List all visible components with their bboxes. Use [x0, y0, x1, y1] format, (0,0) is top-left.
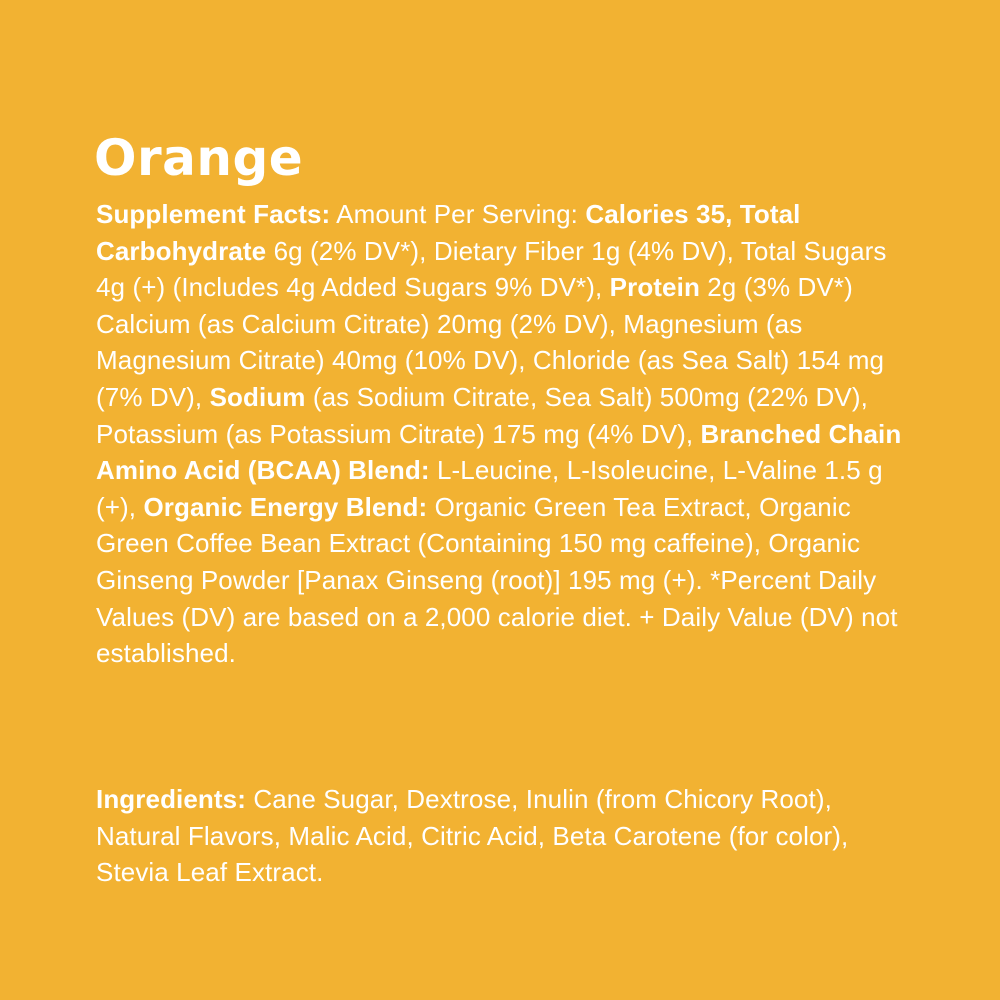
supplement-facts-text-6: Organic Green Tea Extract, Organic Green Coffee Bean Extract (Containing 150 mg caffeine), Organic Ginseng Powder [Panax Ginseng (root)] 195 mg (+). *Percent Daily Values (DV) are based on a 2,000 calorie diet. + Daily Value (DV) not established. [96, 491, 898, 669]
supplement-facts-text-2: 6g (2% DV*), Dietary Fiber 1g (4% DV), Total Sugars 4g (+) (Includes 4g Added Sugars 9% DV*), [96, 235, 887, 303]
supplement-facts-heading: Supplement Facts: [96, 199, 331, 229]
protein-label: Protein [609, 272, 700, 303]
supplement-facts-paragraph [96, 196, 906, 672]
flavor-title: Orange [94, 129, 304, 187]
ingredients-heading: Ingredients: [96, 784, 246, 814]
supplement-facts-text-1: Amount Per Serving: [330, 199, 586, 229]
ingredients-paragraph [96, 781, 906, 891]
supplement-facts-text-4: (as Sodium Citrate, Sea Salt) 500mg (22% DV), Potassium (as Potassium Citrate) 175 mg (4% DV), [96, 381, 868, 449]
bcaa-blend-label: Branched Chain Amino Acid (BCAA) Blend: [96, 418, 902, 486]
organic-energy-blend-label: Organic Energy Blend: [143, 491, 428, 522]
supplement-facts-text-3: 2g (3% DV*) Calcium (as Calcium Citrate) 20mg (2% DV), Magnesium (as Magnesium Citrate) 40mg (10% DV), Chloride (as Sea Salt) 154 mg (7% DV), [96, 272, 885, 412]
ingredients-text: Cane Sugar, Dextrose, Inulin (from Chicory Root), Natural Flavors, Malic Acid, Citric Acid, Beta Carotene (for color), Stevia Leaf Extract. [96, 784, 849, 888]
calories-carbohydrate-label: Calories 35, Total Carbohydrate [96, 199, 801, 266]
sodium-label: Sodium [209, 381, 306, 412]
supplement-facts-text-5: L-Leucine, L-Isoleucine, L-Valine 1.5 g (+), [96, 455, 883, 522]
